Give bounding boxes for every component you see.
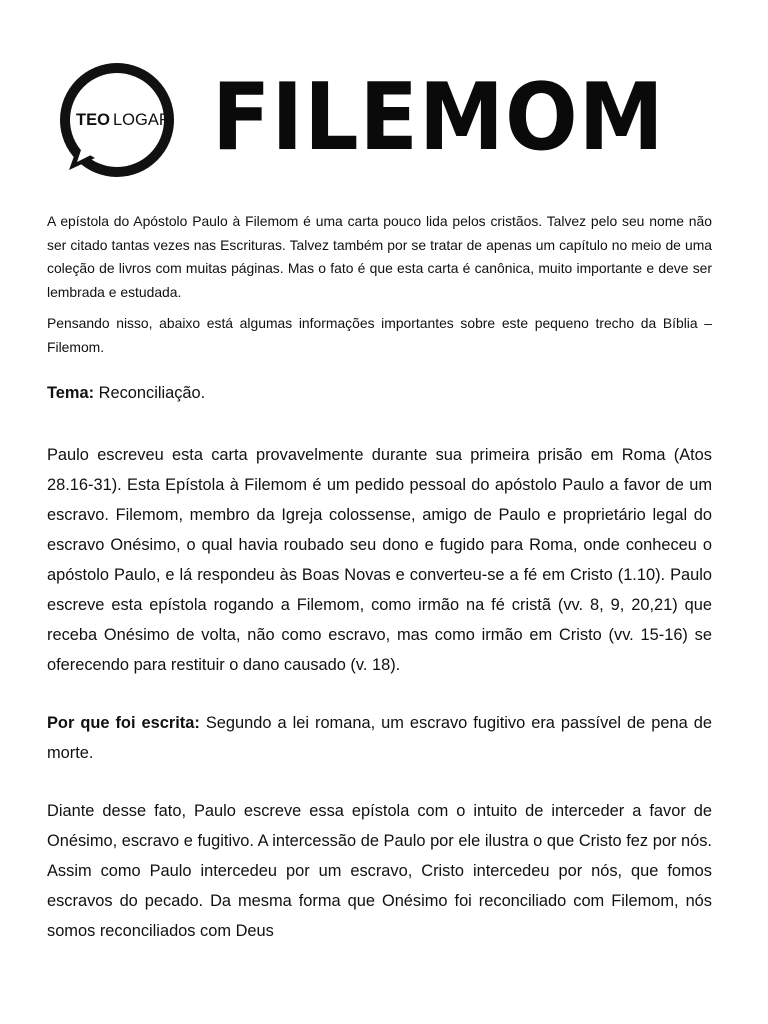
closing-paragraph: Diante desse fato, Paulo escreve essa epístola com o intuito de interceder a favor de Onésimo, escravo e fugitivo. A intercessão de Paulo por ele ilustra o que Cristo fez por nós. Assim como Paulo intercedeu por um escravo, Cristo intercedeu por nós, que fomos escravos do pecado. Da mesma forma que Onésimo foi reconciliado com Filemom, nós somos reconciliados com Deus (47, 802, 712, 940)
theme-paragraph (47, 378, 712, 408)
background-paragraph: Paulo escreveu esta carta provavelmente durante sua primeira prisão em Roma (Atos 28.16-31). Esta Epístola à Filemom é um pedido pessoal do apóstolo Paulo a favor de um escravo. Filemom, membro da Igreja colossense, amigo de Paulo e proprietário legal do escravo Onésimo, o qual havia roubado seu dono e fugido para Roma, onde conheceu o apóstolo Paulo, e lá respondeu às Boas Novas e converteu-se a fé em Cristo (1.10). Paulo escreve esta epístola rogando a Filemom, como irmão na fé cristã (vv. 8, 9, 20,21) que receba Onésimo de volta, não como escravo, mas como irmão em Cristo (vv. 15-16) se oferecendo para restituir o dano causado (v. 18). (47, 446, 712, 674)
why-value: Segundo a lei romana, um escravo fugitivo era passível de pena de morte. (47, 714, 712, 762)
teologar-logo (55, 58, 179, 182)
logo-text-bold: TEO (76, 111, 110, 129)
theme-label: Tema: (47, 384, 95, 402)
theme-value: Reconciliação. (94, 384, 206, 402)
intro-paragraph-2: Pensando nisso, abaixo está algumas informações importantes sobre este pequeno trecho da Bíblia – Filemom. (47, 315, 712, 355)
document-title: FILEMOM (212, 63, 665, 171)
page-header (55, 58, 715, 182)
why-label: Por que foi escrita: (47, 714, 200, 732)
speech-bubble-logo-icon (55, 58, 179, 182)
intro-section (47, 210, 712, 367)
intro-paragraph-1: A epístola do Apóstolo Paulo à Filemom é uma carta pouco lida pelos cristãos. Talvez pelo seu nome não ser citado tantas vezes nas Escrituras. Talvez também por se tratar de apenas um capítulo no meio de uma coleção de livros com muitas páginas. Mas o fato é que esta carta é canônica, muito importante e deve ser lembrada e estudada. (47, 213, 712, 300)
body-section (47, 378, 712, 974)
logo-text-light: LOGAR (113, 111, 171, 129)
why-paragraph (47, 708, 712, 768)
